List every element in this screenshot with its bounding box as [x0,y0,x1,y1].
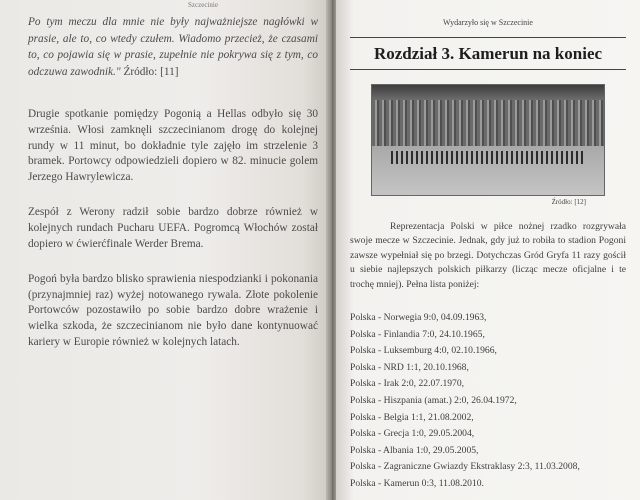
running-header: Wydarzyło się w Szczecinie [443,18,533,27]
intro-text [350,220,626,292]
photo-caption: Źródło: [12] [551,198,586,206]
list-item: Polska - Hiszpania (amat.) 2:0, 26.04.1972, [350,395,517,406]
paragraph-second-match: Drugie spotkanie pomiędzy Pogonią a Hellas odbyło się 30 września. Włosi zamknęli szczecinianom drogę do kolejnej rundy w 11 minut, bo dokładnie tyle zajęło im strzelenie 3 bramek. Portowcy odpowiedzieli dopiero w 82. minucie golem Jerzego Hawrylewicza. [28,108,318,183]
list-item: Polska - Norwegia 9:0, 04.09.1963, [350,312,487,324]
paragraph-national-team [350,220,626,292]
photo-roof [372,85,604,100]
matches-list [350,310,626,493]
paragraph-verona-team: Zespół z Werony radził sobie bardzo dobrze również w kolejnych rundach Pucharu UEFA. Pogromcą Włochów został dopiero w ćwierćfinale Werder Brema. [28,206,318,250]
paragraph-pogon-legacy: Pogoń była bardzo blisko sprawienia niespodzianki i pokonania (przynajmniej raz) wyżej notowanego rywala. Złote pokolenie Portowców pozostawiło po sobie bardzo dobre wrażenie i wielka szkoda, że szczecinianom nie było dane kontynuować kariery w Europie również w kolejnych latach. [28,273,318,348]
list-item: Polska - Luksemburg 4:0, 02.10.1966, [350,345,497,357]
player-quote [28,14,318,80]
list-item: Polska - Irak 2:0, 22.07.1970, [350,378,465,390]
chapter-title: Rozdział 3. Kamerun na koniec [350,37,626,70]
list-item: Polska - Zagraniczne Gwiazdy Ekstraklasy 2:3, 11.03.2008, [350,461,580,473]
paragraph-national-team-text: Reprezentacja Polski w piłce nożnej rzadko rozgrywała swoje mecze w Szczecinie. Jednak, gdy już to robiła to stadion Pogoni zawsze wypełniał się po brzegi. Dotychczas Gród Gryfa 11 razy gościł u siebie najlepszych polskich piłkarzy (licząc mecze oficjalne i te trochę mniej). Pełna lista poniżej: [350,221,626,290]
stadium-photo [371,84,605,196]
list-item: Polska - Finlandia 7:0, 24.10.1965, [350,328,485,340]
left-running-header: Szczecinie [188,1,218,9]
list-item: Polska - NRD 1:1, 20.10.1968, [350,361,469,373]
quote-source: Źródło: [11] [123,65,179,78]
list-item: Polska - Belgia 1:1, 21.08.2002, [350,411,474,423]
list-item: Polska - Grecja 1:0, 29.05.2004, [350,428,475,440]
list-item: Polska - Kamerun 0:3, 11.08.2010. [350,477,484,489]
quote-text: Po tym meczu dla mnie nie były najważniejsze nagłówki w prasie, ale to, co wtedy czułem. Wiadomo przecież, że czasami to, co pojawia się w prasie, zupełnie nie pokrywa się z tym, co odczuwa zawodnik." [28,16,318,78]
list-item: Polska - Albania 1:0, 29.05.2005, [350,444,479,456]
right-page [336,0,640,500]
photo-players [391,151,586,164]
